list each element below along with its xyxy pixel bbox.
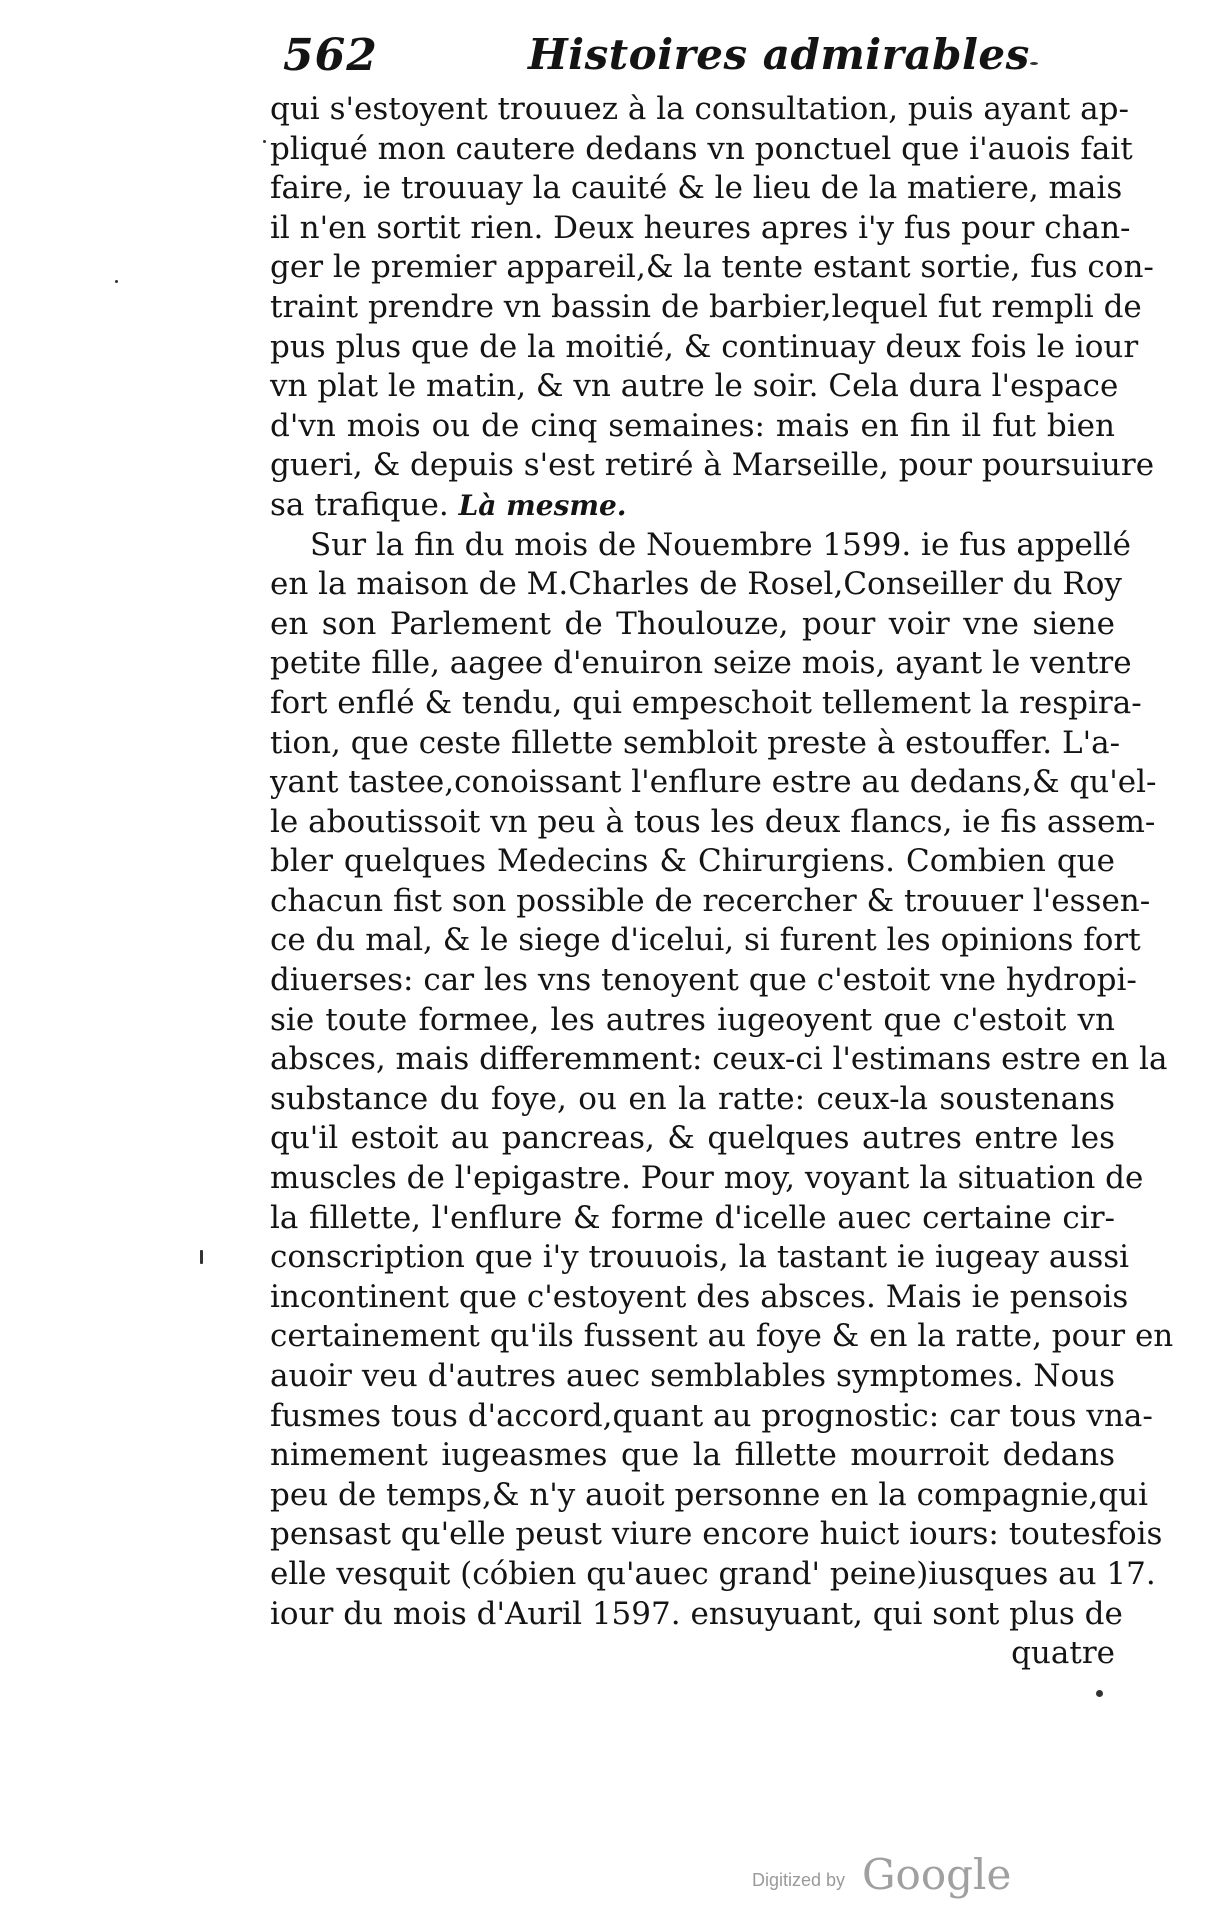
text-line: sie toute formee, les autres iugeoyent que c'estoit vn [270,1001,1115,1038]
text-line: gueri, & depuis s'est retiré à Marseille, pour poursuiure [270,447,1155,484]
text-line: ger le premier appareil,& la tente estant sortie, fus con- [270,249,1154,286]
text-line: pliqué mon cautere dedans vn ponctuel que i'auois fait [270,130,1133,167]
text-line: Sur la fin du mois de Nouembre 1599. ie fus appellé [310,526,1132,563]
text-line: tion, que ceste fillette sembloit preste à estouffer. L'a- [270,724,1121,761]
text-line: vn plat le matin, & vn autre le soir. Cela dura l'espace [270,368,1119,405]
text-line: pus plus que de la moitié, & continuay deux fois le iour [270,328,1139,365]
text-line: pensast qu'elle peust viure encore huict iours: toutesfois [270,1516,1163,1553]
text-line: bler quelques Medecins & Chirurgiens. Combien que [270,843,1115,880]
body-text [270,90,1174,1674]
text-line: conscription que i'y trouuois, la tastant ie iugeay aussi [270,1239,1130,1276]
text-line: incontinent que c'estoyent des absces. Mais ie pensois [270,1278,1129,1315]
text-line-content: sa trafique. [270,486,449,523]
text-line: en la maison de M.Charles de Rosel,Conseiller du Roy [270,566,1122,603]
digitized-label: Digitized by [752,1870,846,1890]
marginal-reference: Là mesme. [458,488,627,522]
text-line: qu'il estoit au pancreas, & quelques autres entre les [270,1120,1115,1157]
ink-speck [263,140,266,143]
text-line: absces, mais differemment: ceux-ci l'estimans estre en la [270,1041,1168,1078]
text-line: en son Parlement de Thoulouze, pour voir vne siene [270,605,1115,642]
text-line: chacun fist son possible de recercher & trouuer l'essen- [270,882,1151,919]
text-line: muscles de l'epigastre. Pour moy, voyant la situation de [270,1160,1144,1197]
text-line: le aboutissoit vn peu à tous les deux flancs, ie fis assem- [270,803,1156,840]
text-line: certainement qu'ils fussent au foye & en la ratte, pour en [270,1318,1174,1355]
text-line: fort enflé & tendu, qui empeschoit tellement la respira- [270,684,1142,721]
running-head [283,22,1103,92]
text-line: il n'en sortit rien. Deux heures apres i'y fus pour chan- [270,209,1131,246]
text-line: iour du mois d'Auril 1597. ensuyuant, qui sont plus de [270,1595,1123,1632]
text-line: faire, ie trouuay la cauité & le lieu de la matiere, mais [270,170,1123,207]
page-number: 562 [283,30,378,81]
text-line: yant tastee,conoissant l'enflure estre au dedans,& qu'el- [270,764,1157,801]
text-line: ce du mal, & le siege d'icelui, si furent les opinions fort [270,922,1141,959]
text-line: traint prendre vn bassin de barbier,lequel fut rempli de [270,288,1142,325]
text-line: auoir veu d'autres auec semblables symptomes. Nous [270,1358,1115,1394]
text-line: peu de temps,& n'y auoit personne en la compagnie,qui [270,1476,1149,1513]
ink-speck [115,280,118,283]
digitized-watermark [752,1850,1012,1900]
text-line: diuerses: car les vns tenoyent que c'estoit vne hydropi- [270,962,1137,999]
ink-speck [1096,1690,1103,1697]
catchword: quatre [1011,1635,1115,1672]
ink-speck [200,1250,203,1264]
google-logo: Google [862,1850,1012,1899]
text-line: qui s'estoyent trouuez à la consultation, puis ayant ap- [270,91,1129,127]
text-line: d'vn mois ou de cinq semaines: mais en fin il fut bien [270,407,1115,444]
text-line: nimement iugeasmes que la fillette mourroit dedans [270,1437,1115,1474]
text-line: la fillette, l'enflure & forme d'icelle auec certaine cir- [270,1199,1115,1236]
text-line [270,486,1115,526]
text-line: fusmes tous d'accord,quant au prognostic: car tous vna- [270,1397,1153,1434]
text-line: petite fille, aagee d'enuiron seize mois, ayant le ventre [270,645,1132,682]
text-line: elle vesquit (cóbien qu'auec grand' peine)iusques au 17. [270,1555,1156,1592]
ink-speck [1030,62,1038,65]
text-line: substance du foye, ou en la ratte: ceux-la soustenans [270,1080,1115,1117]
running-title: Histoires admirables [528,30,1030,79]
